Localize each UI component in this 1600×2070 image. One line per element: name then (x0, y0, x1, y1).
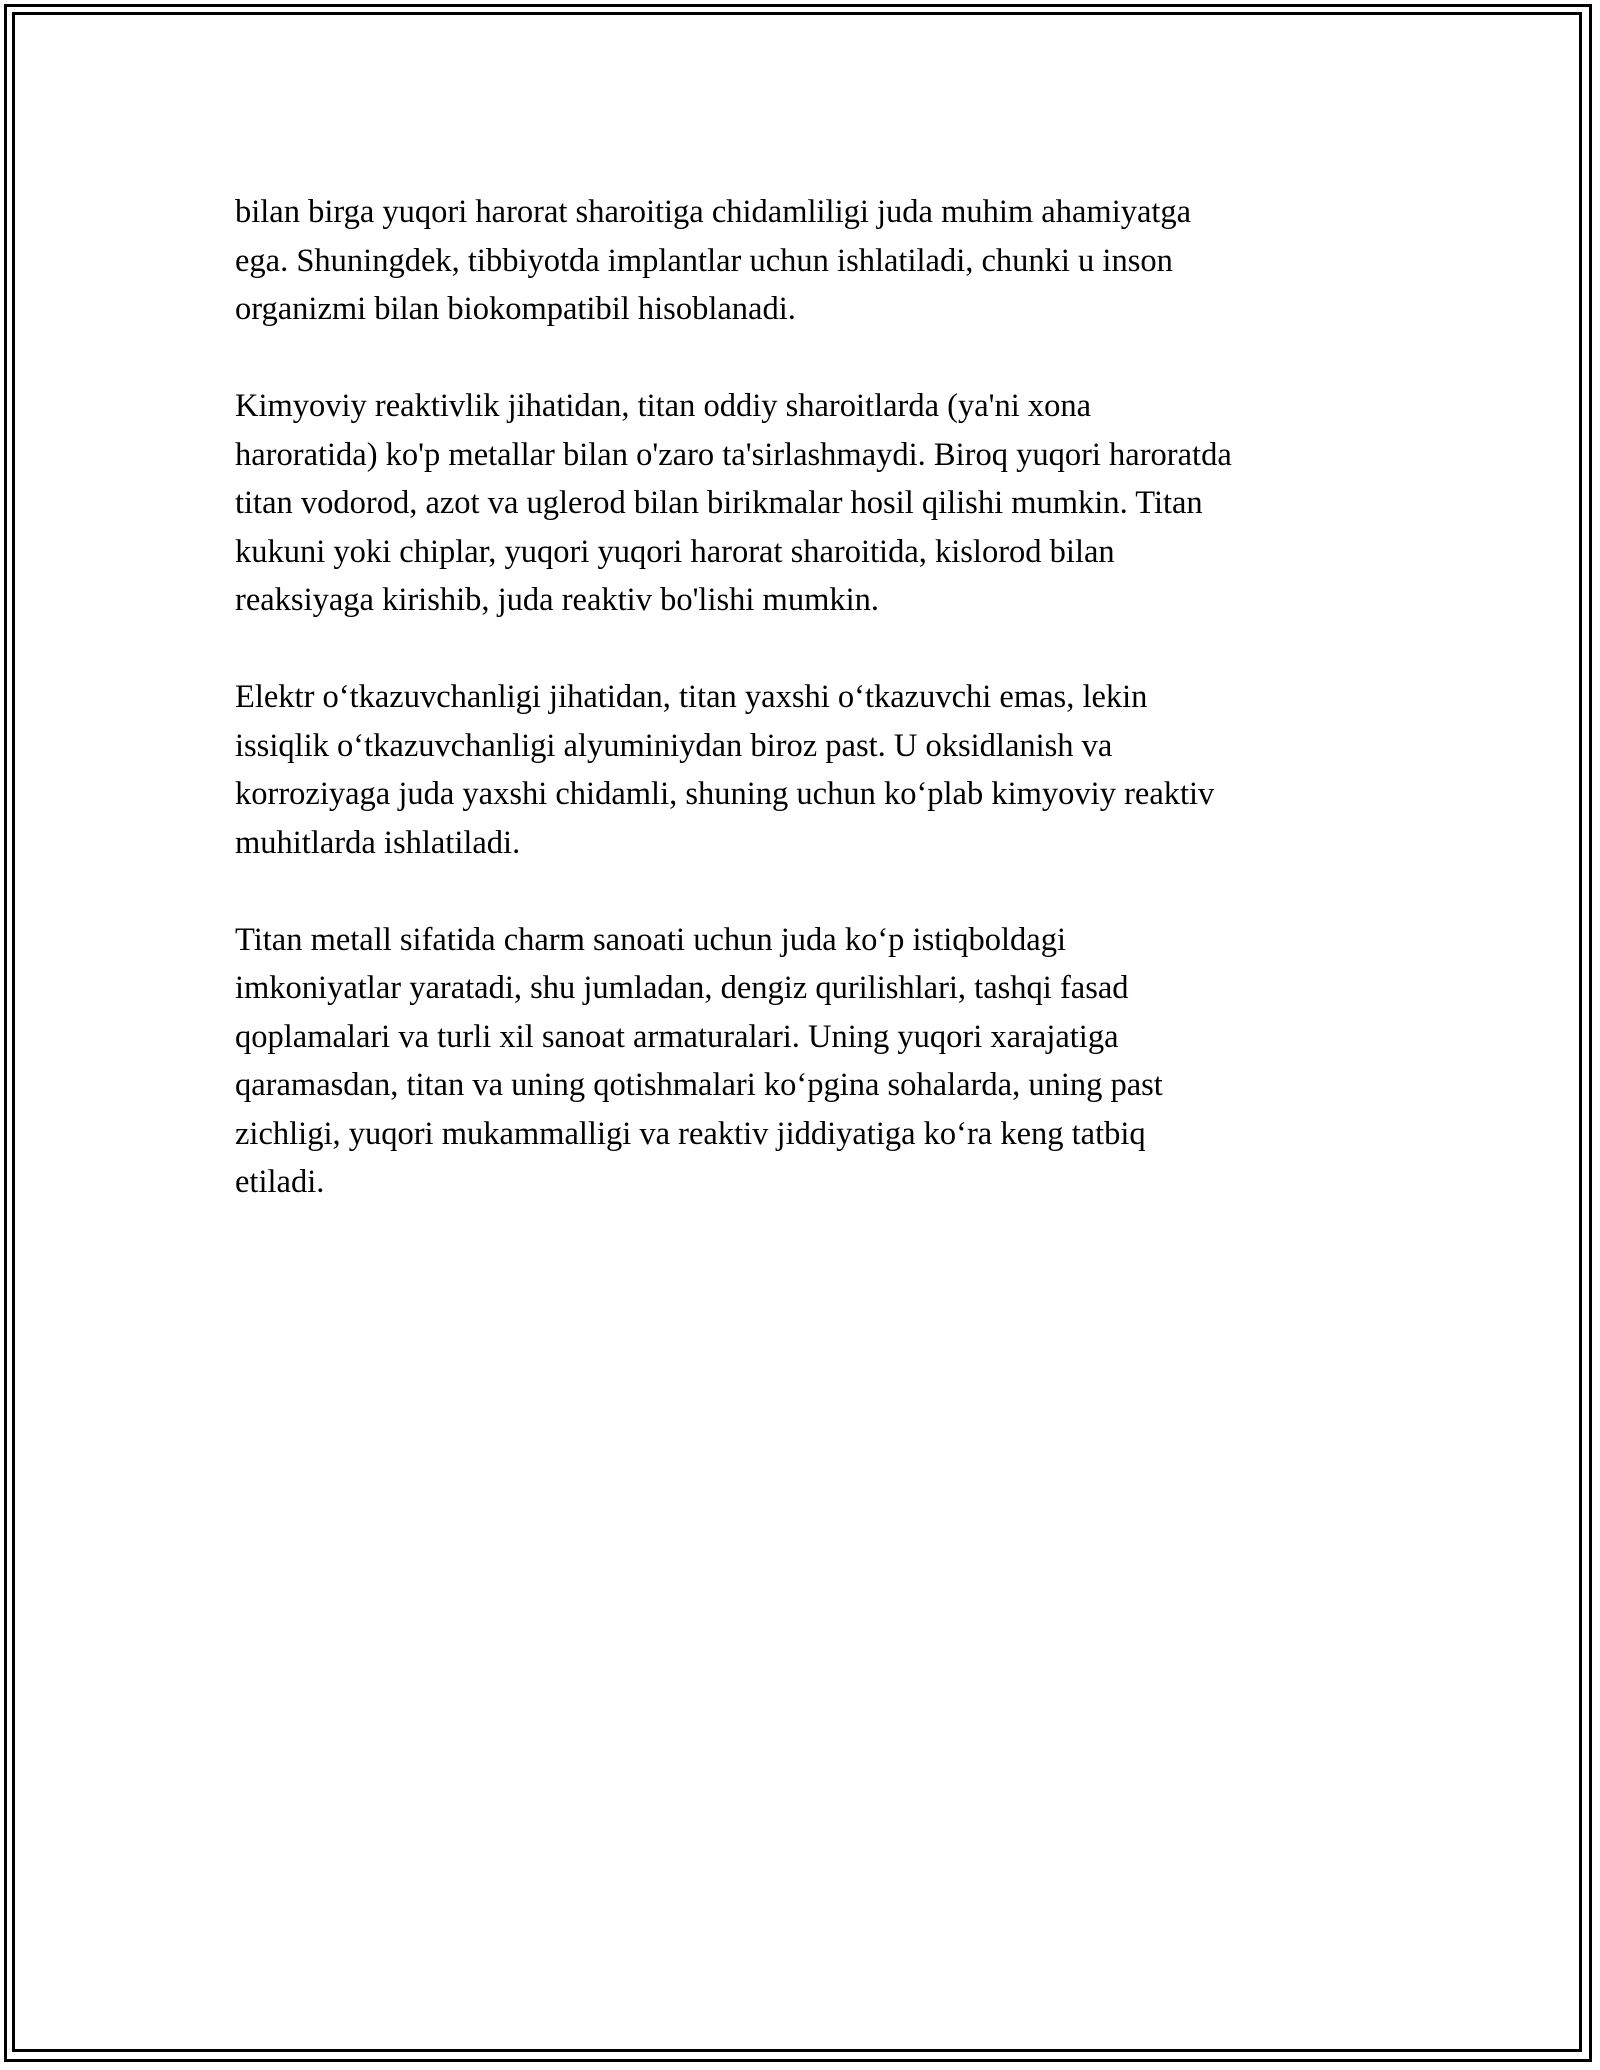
paragraph-3 (235, 673, 1375, 867)
text-line: haroratida) ko'p metallar bilan o'zaro ta'sirlashmaydi. Biroq yuqori haroratda (235, 436, 1232, 473)
text-line: etiladi. (235, 1164, 325, 1200)
text-line: bilan birga yuqori harorat sharoitiga chidamliligi juda muhim ahamiyatga (235, 194, 1192, 230)
paragraph-1 (235, 188, 1375, 334)
text-line: issiqlik o‘tkazuvchanligi alyuminiydan biroz past. U oksidlanish va (235, 727, 1113, 764)
text-line: kukuni yoki chiplar, yuqori yuqori harorat sharoitida, kislorod bilan (235, 533, 1115, 570)
text-line: qoplamalari va turli xil sanoat armaturalari. Uning yuqori xarajatiga (235, 1018, 1119, 1055)
text-line: titan vodorod, azot va uglerod bilan birikmalar hosil qilishi mumkin. Titan (235, 485, 1203, 521)
text-line: qaramasdan, titan va uning qotishmalari ko‘pgina sohalarda, uning past (235, 1067, 1163, 1103)
paragraph-2 (235, 382, 1375, 625)
text-line: imkoniyatlar yaratadi, shu jumladan, dengiz qurilishlari, tashqi fasad (235, 970, 1129, 1006)
paragraph-4 (235, 916, 1375, 1207)
text-line: Elektr o‘tkazuvchanligi jihatidan, titan yaxshi o‘tkazuvchi emas, lekin (235, 679, 1148, 715)
text-line: Titan metall sifatida charm sanoati uchun juda ko‘p istiqboldagi (235, 921, 1067, 958)
document-body (235, 188, 1375, 1207)
text-line: reaksiyaga kirishib, juda reaktiv bo'lishi mumkin. (235, 582, 880, 618)
text-line: organizmi bilan biokompatibil hisoblanadi. (235, 291, 796, 327)
text-line: korroziyaga juda yaxshi chidamli, shuning uchun ko‘plab kimyoviy reaktiv (235, 776, 1215, 812)
text-line: ega. Shuningdek, tibbiyotda implantlar uchun ishlatiladi, chunki u inson (235, 242, 1173, 279)
text-line: zichligi, yuqori mukammalligi va reaktiv jiddiyatiga ko‘ra keng tatbiq (235, 1115, 1146, 1152)
text-line: muhitlarda ishlatiladi. (235, 824, 521, 861)
text-line: Kimyoviy reaktivlik jihatidan, titan oddiy sharoitlarda (ya'ni xona (235, 388, 1092, 424)
